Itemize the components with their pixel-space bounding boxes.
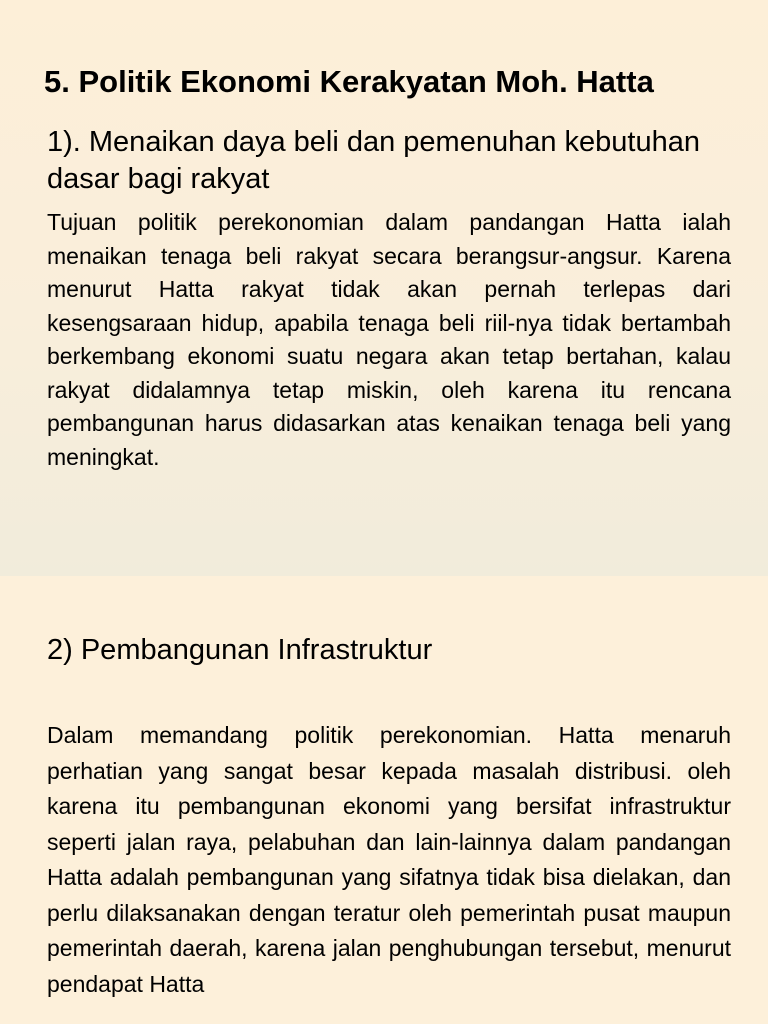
section-1-paragraph: Tujuan politik perekonomian dalam pandangan Hatta ialah menaikan tenaga beli rakyat secara berangsur-angsur. Karena menurut Hatta rakyat tidak akan pernah terlepas dari kesengsaraan hidup, apabila tenaga beli riil-nya tidak bertambah berkembang ekonomi suatu negara akan tetap bertahan, kalau rakyat didalamnya tetap miskin, oleh karena itu rencana pembangunan harus didasarkan atas kenaikan tenaga beli yang meningkat.	[47, 209, 731, 470]
section-1-heading: 1). Menaikan daya beli dan pemenuhan kebutuhan dasar bagi rakyat	[47, 126, 700, 195]
section-2-paragraph: Dalam memandang politik perekonomian. Hatta menaruh perhatian yang sangat besar kepada masalah distribusi. oleh karena itu pembangunan ekonomi yang bersifat infrastruktur seperti jalan raya, pelabuhan dan lain-lainnya dalam pandangan Hatta adalah pembangunan yang sifatnya tidak bisa dielakan, dan perlu dilaksanakan dengan teratur oleh pemerintah pusat maupun pemerintah daerah, karena jalan penghubungan tersebut, menurut pendapat Hatta	[47, 722, 731, 997]
section-2-heading: 2) Pembangunan Infrastruktur	[47, 634, 433, 666]
slide-title: 5. Politik Ekonomi Kerakyatan Moh. Hatta	[44, 64, 654, 99]
slide-2	[0, 576, 768, 1024]
